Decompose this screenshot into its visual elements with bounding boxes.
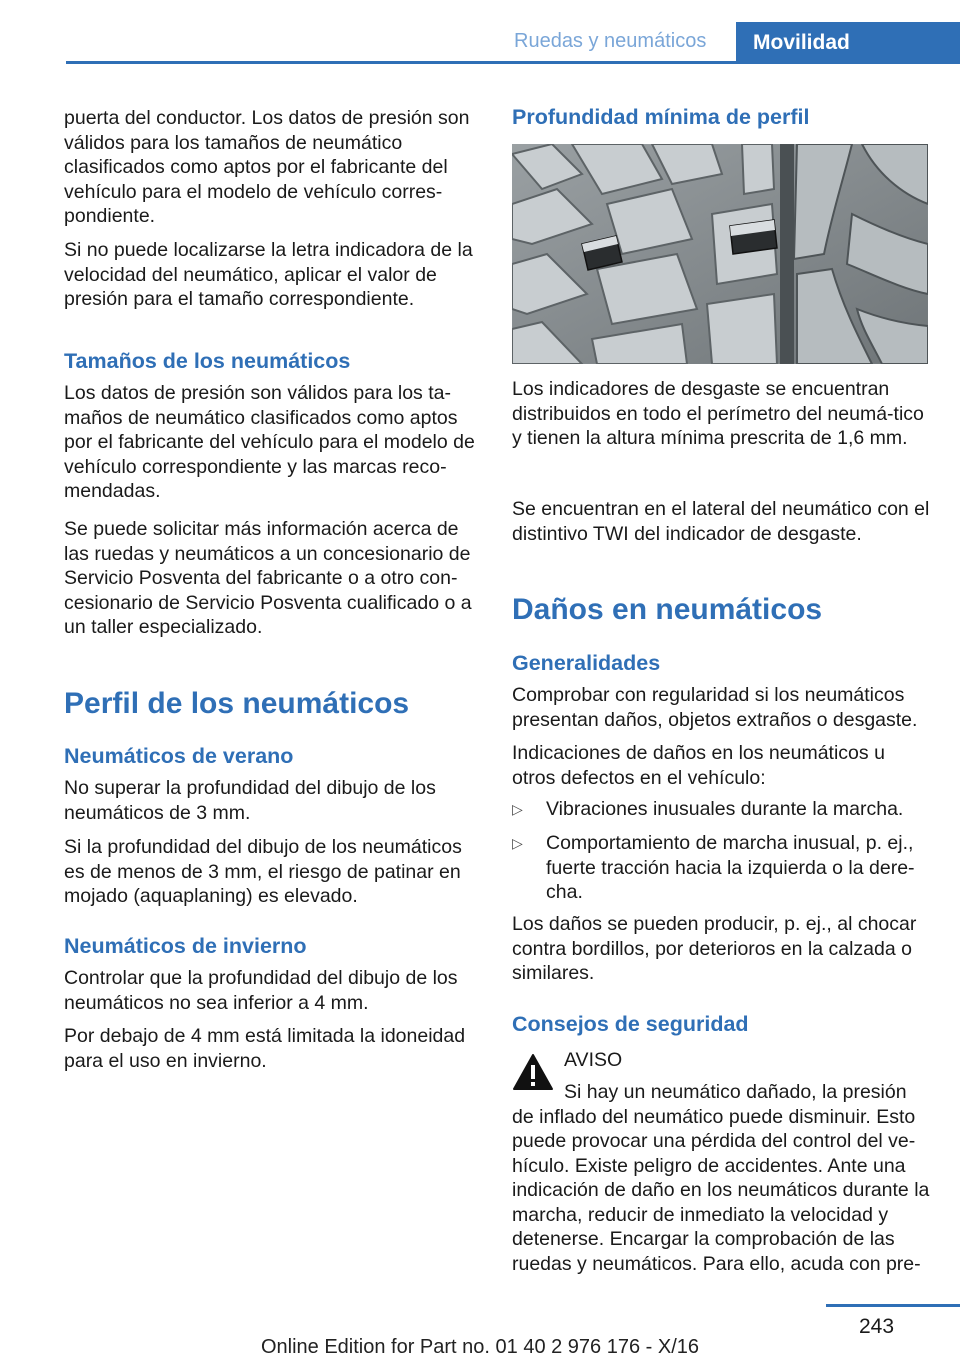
- right-paragraph-4: Indicaciones de daños en los neumáticos u otros defectos en el vehículo:: [512, 742, 885, 789]
- left-paragraph-4: Se puede solicitar más información acerca de las ruedas y neumáticos a un concesionario de Servicio Posventa del fabricante o a otro con-cesionario de Servicio Posventa cualificado o a un taller especializado.: [64, 518, 472, 638]
- warning-text: Si hay un neumático dañado, la presión de inflado del neumático puede disminuir. Esto puede provocar una pérdida del control del ve-hículo. Existe peligro de accidentes. Ante una indicación de daño en los neumáticos durante la marcha, reducir de inmediato la velocidad y detenerse. Encargar la comprobación de las ruedas y neumáticos. Para ello, acuda con pre-: [512, 1081, 930, 1275]
- right-paragraph-5: Los daños se pueden producir, p. ej., al chocar contra bordillos, por deterioros en la calzada o similares.: [512, 913, 917, 984]
- left-paragraph-6: Si la profundidad del dibujo de los neumáticos es de menos de 3 mm, el riesgo de patinar en mojado (aquaplaning) es elevado.: [64, 836, 462, 907]
- page-number: 243: [859, 1315, 895, 1338]
- bullet-item: ▷ Comportamiento de marcha inusual, p. ej., fuerte tracción hacia la izquierda o la dere-cha.: [512, 832, 915, 903]
- footer-rule: [826, 1304, 960, 1307]
- left-paragraph-2: Si no puede localizarse la letra indicadora de la velocidad del neumático, aplicar el valor de presión para el tamaño correspondiente.: [64, 239, 473, 310]
- header-chapter-tab[interactable]: Movilidad: [736, 22, 960, 64]
- header-rule: [66, 61, 960, 64]
- heading-minimum-tread-depth: Profundidad mínima de perfil: [512, 105, 810, 129]
- heading-winter-tires: Neumáticos de invierno: [64, 934, 307, 958]
- triangle-right-icon: ▷: [512, 835, 523, 851]
- right-paragraph-2: Se encuentran en el lateral del neumático con el distintivo TWI del indicador de desgaste.: [512, 498, 930, 545]
- header-section-title: Ruedas y neumáticos: [514, 30, 707, 52]
- left-paragraph-7: Controlar que la profundidad del dibujo de los neumáticos no sea inferior a 4 mm.: [64, 967, 458, 1014]
- tire-tread-wear-indicator-image: [512, 144, 928, 364]
- heading-safety-tips: Consejos de seguridad: [512, 1012, 749, 1036]
- heading-tire-profile: Perfil de los neumáticos: [64, 687, 410, 720]
- left-paragraph-1: puerta del conductor. Los datos de presión son válidos para los tamaños de neumático clasificados como aptos por el fabricante del vehículo para el modelo de vehículo corres-pondiente.: [64, 107, 470, 227]
- heading-general: Generalidades: [512, 651, 661, 675]
- warning-title: AVISO: [564, 1049, 623, 1071]
- triangle-right-icon: ▷: [512, 801, 523, 817]
- right-paragraph-3: Comprobar con regularidad si los neumáticos presentan daños, objetos extraños o desgaste.: [512, 684, 918, 731]
- footer-edition-text: Online Edition for Part no. 01 40 2 976 176 - X/16: [260, 1336, 700, 1358]
- left-paragraph-8: Por debajo de 4 mm está limitada la idoneidad para el uso en invierno.: [64, 1025, 466, 1072]
- left-paragraph-5: No superar la profundidad del dibujo de los neumáticos de 3 mm.: [64, 777, 436, 824]
- heading-summer-tires: Neumáticos de verano: [64, 744, 294, 768]
- heading-tire-sizes: Tamaños de los neumáticos: [64, 349, 351, 373]
- heading-tire-damage: Daños en neumáticos: [512, 593, 823, 626]
- right-paragraph-1: Los indicadores de desgaste se encuentran distribuidos en todo el perímetro del neumá-tico y tienen la altura mínima prescrita de 1,6 mm.: [512, 378, 924, 449]
- left-paragraph-3: Los datos de presión son válidos para los ta-maños de neumático clasificados como aptos por el fabricante del vehículo para el modelo de vehículo correspondiente y las marcas reco-mendadas.: [64, 382, 475, 502]
- bullet-item: ▷ Vibraciones inusuales durante la marcha.: [512, 798, 904, 820]
